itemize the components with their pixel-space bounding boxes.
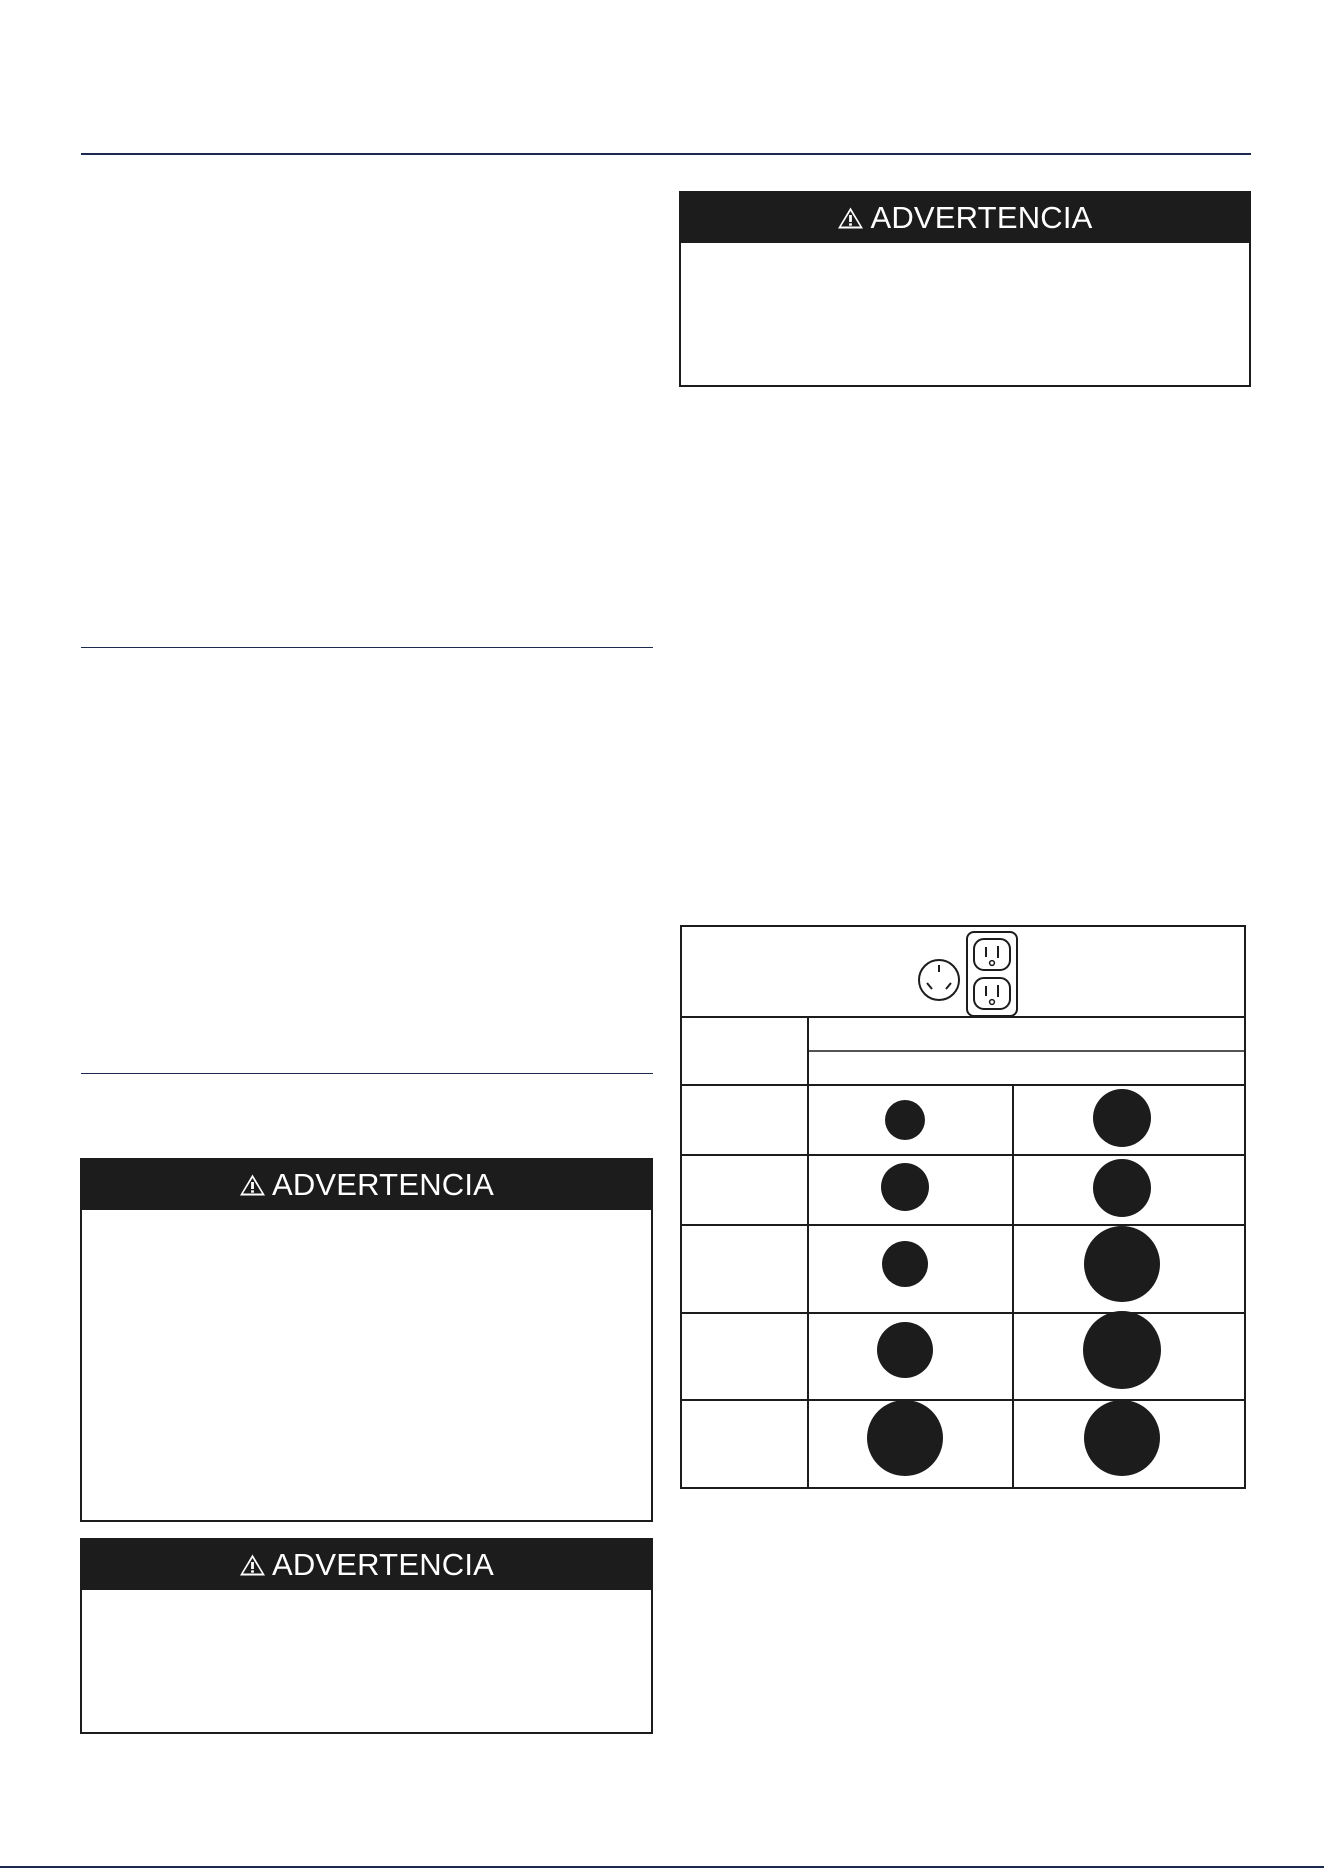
gauge-dot-r2-c2 [1093,1159,1151,1217]
duplex-outlet-icon [967,932,1017,1016]
warning-title: ADVERTENCIA [271,1547,495,1582]
section-divider-1 [81,647,653,648]
warning-header [82,1160,651,1210]
table-frame [681,926,1245,1488]
section-divider-2 [81,1073,653,1074]
gauge-dot-r5-c2 [1084,1400,1160,1476]
gauge-dot-r2-c1 [881,1163,929,1211]
warning-box-left-small [80,1538,653,1734]
gauge-dot-r4-c1 [877,1322,933,1378]
gauge-dot-r4-c2 [1083,1311,1161,1389]
gauge-dot-r1-c1 [885,1100,925,1140]
gauge-dot-r5-c1 [867,1400,943,1476]
top-rule [81,153,1251,155]
warning-triangle-icon [837,206,864,230]
bottom-rule [0,1866,1324,1868]
warning-header [82,1540,651,1590]
warning-header [681,193,1249,243]
warning-triangle-icon [239,1173,266,1197]
table-graphic [680,925,1246,1489]
gauge-dot-r3-c1 [882,1241,928,1287]
warning-title: ADVERTENCIA [271,1167,495,1202]
twist-lock-outlet-icon [919,960,959,1000]
gauge-dot-r3-c2 [1084,1226,1160,1302]
gauge-dot-r1-c2 [1093,1089,1151,1147]
warning-box-top-right [679,191,1251,387]
warning-title: ADVERTENCIA [870,200,1093,235]
warning-triangle-icon [239,1553,266,1577]
warning-box-left-large [80,1158,653,1522]
extension-cord-table [680,925,1246,1489]
